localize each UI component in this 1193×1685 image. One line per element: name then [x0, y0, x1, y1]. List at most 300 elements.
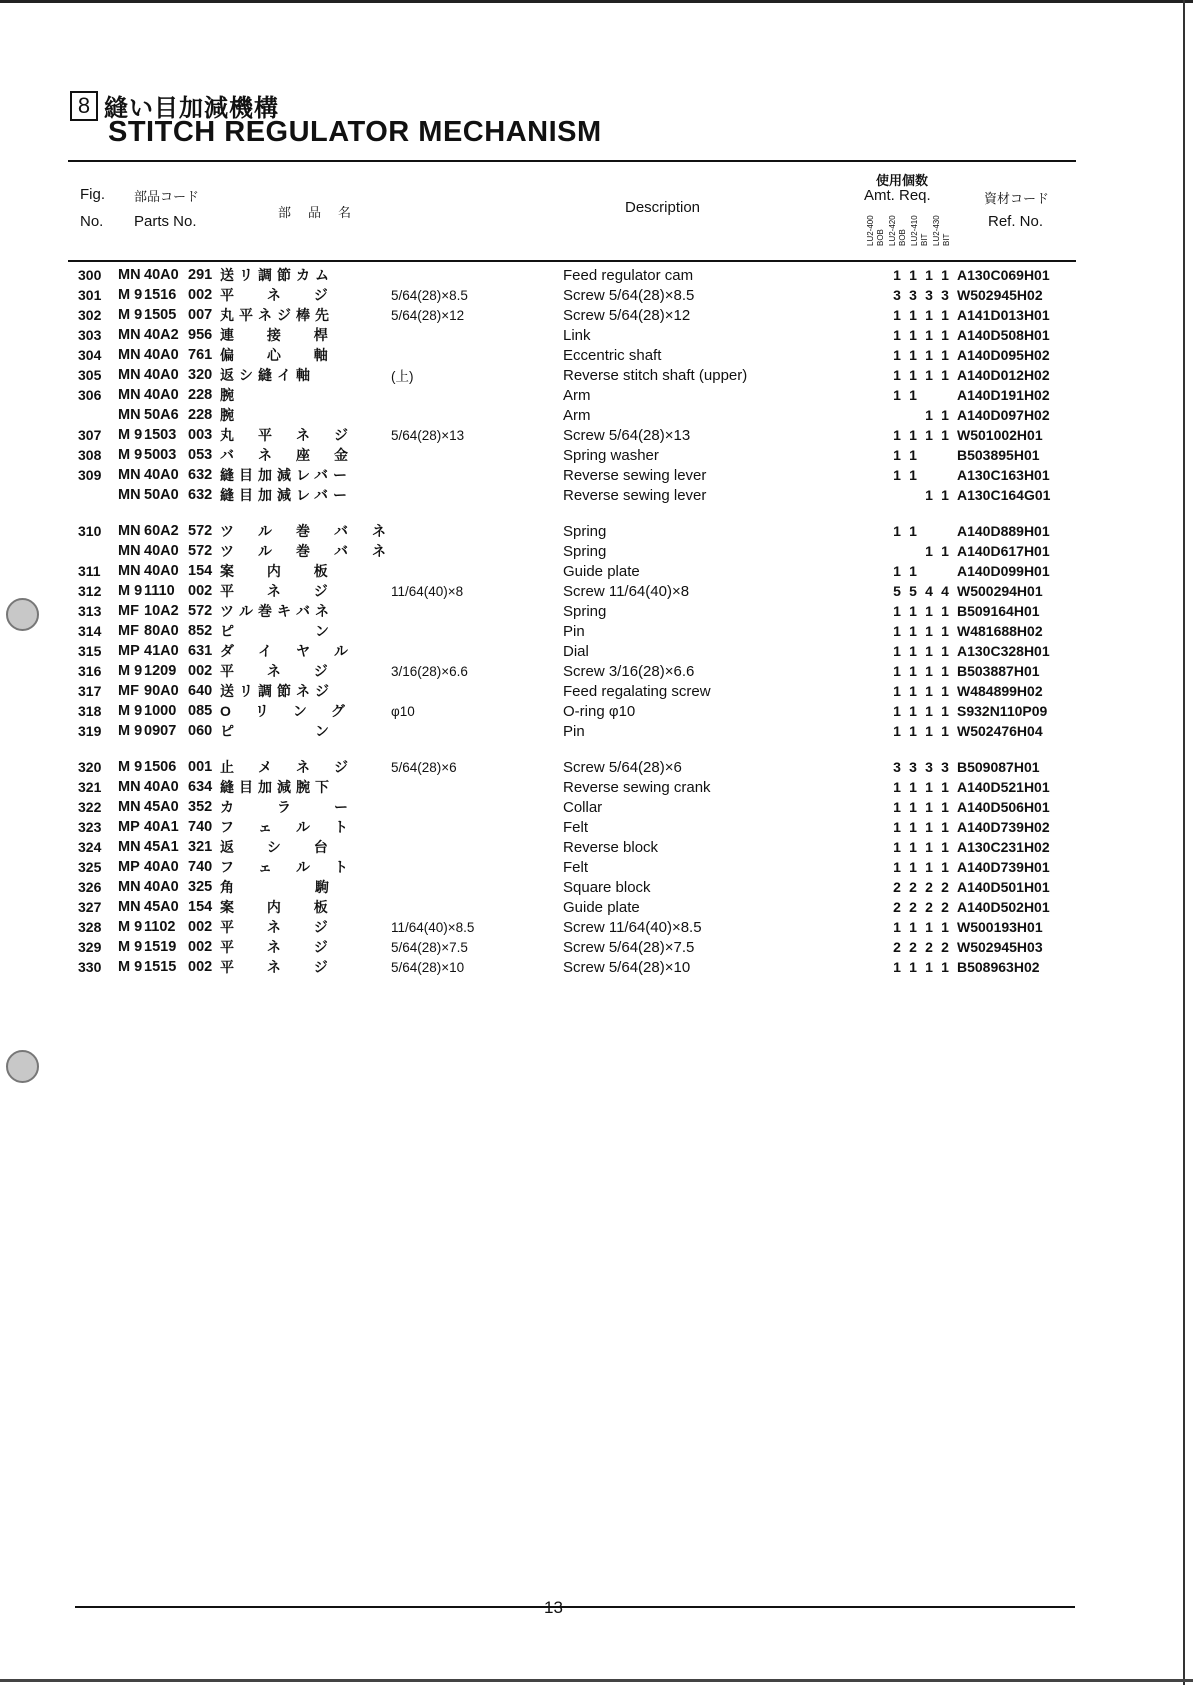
amount-value: 2 — [909, 939, 917, 955]
binder-hole-icon — [6, 598, 39, 631]
header-bottom-rule — [68, 260, 1076, 262]
amount-value: 1 — [909, 779, 917, 795]
part-description: Link — [563, 326, 591, 344]
amount-value: 2 — [925, 939, 933, 955]
amount-value: 1 — [925, 819, 933, 835]
part-spec: 5/64(28)×8.5 — [391, 287, 468, 303]
amount-value: 2 — [893, 879, 901, 895]
part-name-jp: 縫目加減レバー — [220, 487, 353, 503]
amount-label: Amt. Req. — [864, 187, 931, 204]
table-row — [78, 681, 1050, 701]
parts-code-prefix: MN — [118, 563, 141, 579]
ref-code-jp-label: 資材コード — [984, 192, 1050, 207]
amount-value: 1 — [925, 327, 933, 343]
fig-number: 311 — [78, 563, 101, 579]
part-name-jp: フ ェ ル ト — [220, 819, 353, 835]
table-row — [78, 877, 1050, 897]
parts-code-suffix: 740 — [188, 859, 213, 875]
part-spec: 5/64(28)×6 — [391, 759, 457, 775]
part-spec — [391, 561, 563, 581]
parts-code-mid: 40A2 — [144, 327, 179, 343]
table-row — [78, 757, 1050, 777]
amount-value: 1 — [925, 543, 933, 559]
parts-code-suffix: 352 — [188, 799, 213, 815]
amount-value: 2 — [893, 939, 901, 955]
parts-code-mid: 40A0 — [144, 879, 179, 895]
part-description: Reverse block — [563, 838, 659, 856]
parts-code — [118, 285, 220, 305]
amount-value: 2 — [893, 899, 901, 915]
fig-number: 310 — [78, 523, 102, 539]
part-spec — [391, 641, 563, 661]
parts-code — [118, 817, 220, 837]
parts-code-prefix: MN — [118, 899, 141, 915]
parts-code-prefix: M 9 — [118, 919, 143, 935]
parts-code — [118, 937, 220, 957]
amount-required — [889, 285, 957, 305]
parts-code-suffix: 572 — [188, 523, 213, 539]
amount-value: 1 — [893, 859, 901, 875]
fig-number: 306 — [78, 387, 102, 403]
description-label: Description — [625, 199, 701, 216]
parts-code — [118, 325, 220, 345]
header-top-rule — [68, 160, 1076, 162]
part-spec — [391, 325, 563, 345]
part-spec — [391, 385, 563, 405]
part-description: Felt — [563, 818, 589, 836]
amount-required — [889, 797, 957, 817]
amount-required — [889, 425, 957, 445]
fig-number: 325 — [78, 859, 102, 875]
part-spec — [391, 897, 563, 917]
parts-code-prefix: MF — [118, 603, 139, 619]
parts-code — [118, 365, 220, 385]
amount-value: 1 — [925, 407, 933, 423]
parts-code-mid: 40A0 — [144, 387, 179, 403]
parts-code — [118, 877, 220, 897]
amount-value: 1 — [909, 467, 917, 483]
parts-code — [118, 621, 220, 641]
model-label: LU2-400 BOB — [866, 215, 885, 246]
amount-value: 1 — [941, 819, 949, 835]
parts-code — [118, 385, 220, 405]
parts-code — [118, 601, 220, 621]
amount-required — [889, 777, 957, 797]
parts-code-suffix: 761 — [188, 347, 213, 363]
amount-value: 1 — [925, 663, 933, 679]
parts-code — [118, 485, 220, 505]
amount-required — [889, 365, 957, 385]
parts-code — [118, 897, 220, 917]
parts-code-suffix: 228 — [188, 407, 213, 423]
part-name-jp: 角 駒 — [220, 879, 334, 895]
part-spec — [391, 777, 563, 797]
amount-value: 3 — [941, 287, 949, 303]
ref-number: A140D095H02 — [957, 347, 1050, 363]
parts-code-prefix: M 9 — [118, 723, 143, 739]
amount-value: 1 — [893, 427, 901, 443]
fig-number: 309 — [78, 467, 102, 483]
parts-code — [118, 305, 220, 325]
ref-number: B509164H01 — [957, 603, 1040, 619]
parts-code-suffix: 002 — [188, 919, 213, 935]
right-border — [1183, 0, 1185, 1685]
parts-code-suffix: 291 — [188, 267, 213, 283]
amount-value: 3 — [925, 287, 933, 303]
amount-value: 3 — [893, 287, 901, 303]
part-name-jp: 丸 平 ネ ジ — [220, 427, 353, 443]
part-spec — [391, 837, 563, 857]
parts-code-mid: 40A0 — [144, 347, 179, 363]
part-name-jp: 平 ネ ジ — [220, 959, 333, 975]
part-name-jp: 平 ネ ジ — [220, 583, 333, 599]
part-spec — [391, 465, 563, 485]
amount-required — [889, 957, 957, 977]
parts-code-mid: 40A0 — [144, 267, 179, 283]
amount-value: 1 — [941, 307, 949, 323]
parts-code-mid: 40A0 — [144, 367, 179, 383]
part-description: Spring washer — [563, 446, 659, 464]
ref-number: A141D013H01 — [957, 307, 1050, 323]
part-description: Guide plate — [563, 898, 640, 916]
table-row — [78, 405, 1050, 425]
fig-number: 300 — [78, 267, 102, 283]
part-spec: 3/16(28)×6.6 — [391, 663, 468, 679]
parts-code-prefix: MN — [118, 367, 141, 383]
amount-value: 1 — [893, 643, 901, 659]
parts-code — [118, 521, 220, 541]
amount-value: 1 — [909, 799, 917, 815]
ref-number: A140D191H02 — [957, 387, 1050, 403]
parts-code-suffix: 321 — [188, 839, 213, 855]
parts-code-suffix: 640 — [188, 683, 213, 699]
part-name-jp: バ ネ 座 金 — [220, 447, 353, 463]
table-row — [78, 285, 1050, 305]
parts-code-suffix: 634 — [188, 779, 213, 795]
table-row — [78, 957, 1050, 977]
parts-code-mid: 40A0 — [144, 859, 179, 875]
fig-number: 326 — [78, 879, 102, 895]
part-description: Eccentric shaft — [563, 346, 662, 364]
ref-number: A140D506H01 — [957, 799, 1050, 815]
amount-value: 2 — [909, 899, 917, 915]
part-description: Reverse sewing lever — [563, 486, 707, 504]
part-description: Screw 5/64(28)×7.5 — [563, 938, 695, 956]
amount-value: 1 — [893, 523, 901, 539]
row-gap — [78, 505, 1050, 521]
fig-number: 308 — [78, 447, 102, 463]
fig-number: 329 — [78, 939, 102, 955]
amount-value: 1 — [941, 663, 949, 679]
amount-value: 1 — [893, 959, 901, 975]
top-border — [0, 0, 1193, 3]
fig-number: 327 — [78, 899, 102, 915]
amount-value: 2 — [925, 879, 933, 895]
bottom-border — [0, 1679, 1193, 1682]
parts-code-mid: 50A6 — [144, 407, 179, 423]
amount-value: 1 — [893, 919, 901, 935]
part-description: Spring — [563, 602, 607, 620]
part-spec: 5/64(28)×13 — [391, 427, 465, 443]
amount-required — [889, 661, 957, 681]
parts-code-mid: 45A0 — [144, 899, 179, 915]
row-gap-cell — [78, 505, 1050, 521]
amount-value: 1 — [941, 623, 949, 639]
parts-code — [118, 541, 220, 561]
amount-value: 1 — [893, 819, 901, 835]
part-description: Feed regulator cam — [563, 266, 694, 284]
parts-table-body — [78, 265, 1050, 977]
amount-value: 1 — [909, 683, 917, 699]
model-label: LU2-430 BIT — [932, 215, 951, 246]
ref-number: B503887H01 — [957, 663, 1040, 679]
parts-code-suffix: 154 — [188, 899, 213, 915]
amount-required — [889, 701, 957, 721]
parts-code-prefix: M 9 — [118, 663, 143, 679]
amount-value: 1 — [909, 563, 917, 579]
page-number — [544, 1598, 563, 1618]
fig-number: 322 — [78, 799, 102, 815]
fig-number: 328 — [78, 919, 102, 935]
part-spec: 11/64(40)×8 — [391, 583, 464, 599]
part-name-jp: 返 シ 台 — [220, 839, 333, 855]
parts-code-suffix: 003 — [188, 427, 213, 443]
part-description: Spring — [563, 542, 607, 560]
part-description: Screw 5/64(28)×13 — [563, 426, 691, 444]
part-name-jp: 腕 — [220, 407, 239, 423]
part-spec — [391, 345, 563, 365]
amount-value: 3 — [941, 759, 949, 775]
part-name-jp: ピ ン — [220, 723, 334, 739]
amount-value: 1 — [893, 267, 901, 283]
parts-code — [118, 445, 220, 465]
amount-value: 1 — [893, 367, 901, 383]
amount-value: 1 — [941, 723, 949, 739]
part-description: Screw 11/64(40)×8 — [563, 582, 690, 600]
amount-value: 1 — [909, 347, 917, 363]
amount-required — [889, 681, 957, 701]
parts-code — [118, 561, 220, 581]
fig-number: 321 — [78, 779, 102, 795]
amount-value: 1 — [925, 367, 933, 383]
row-gap — [78, 741, 1050, 757]
amount-value: 1 — [909, 643, 917, 659]
ref-number: A130C163H01 — [957, 467, 1050, 483]
part-spec — [391, 601, 563, 621]
part-name-jp: 縫目加減腕下 — [220, 779, 334, 795]
amount-value: 1 — [925, 427, 933, 443]
parts-code — [118, 465, 220, 485]
amount-value: 1 — [941, 643, 949, 659]
amount-value: 1 — [909, 447, 917, 463]
amount-required — [889, 877, 957, 897]
fig-number: 305 — [78, 367, 102, 383]
part-name-jp: 返シ縫イ軸 — [220, 367, 315, 383]
table-row — [78, 937, 1050, 957]
amount-required — [889, 817, 957, 837]
parts-code-prefix: MF — [118, 623, 139, 639]
fig-number: 307 — [78, 427, 102, 443]
fig-number: 330 — [78, 959, 102, 975]
amount-required — [889, 937, 957, 957]
amount-value: 1 — [893, 467, 901, 483]
parts-code-prefix: MN — [118, 839, 141, 855]
parts-code-suffix: 002 — [188, 959, 213, 975]
parts-code-suffix: 002 — [188, 939, 213, 955]
parts-code-prefix: MN — [118, 487, 141, 503]
amount-value: 1 — [941, 543, 949, 559]
part-spec — [391, 541, 563, 561]
amount-value: 4 — [925, 583, 933, 599]
parts-code-prefix: MF — [118, 683, 139, 699]
part-description: Collar — [563, 798, 603, 816]
part-name-jp: 止 メ ネ ジ — [220, 759, 353, 775]
amount-value: 1 — [925, 779, 933, 795]
amount-value: 1 — [941, 959, 949, 975]
amount-value: 1 — [925, 683, 933, 699]
row-gap-cell — [78, 741, 1050, 757]
ref-number: W502945H02 — [957, 287, 1043, 303]
parts-code-suffix: 572 — [188, 543, 213, 559]
fig-number: 316 — [78, 663, 102, 679]
parts-code-suffix: 320 — [188, 367, 213, 383]
amount-value: 1 — [909, 603, 917, 619]
amount-value: 1 — [893, 839, 901, 855]
amount-value: 3 — [925, 759, 933, 775]
parts-code-mid: 45A0 — [144, 799, 179, 815]
fig-number: 324 — [78, 839, 102, 855]
parts-code-mid: 1519 — [144, 939, 177, 955]
parts-code-prefix: MP — [118, 643, 140, 659]
amount-required — [889, 521, 957, 541]
parts-code — [118, 681, 220, 701]
amount-value: 5 — [909, 583, 917, 599]
footer-rule — [75, 1606, 1075, 1608]
ref-number: A140D508H01 — [957, 327, 1050, 343]
amount-value: 1 — [925, 487, 933, 503]
parts-code — [118, 265, 220, 285]
parts-code-suffix: 956 — [188, 327, 213, 343]
part-description: O-ring φ10 — [563, 702, 636, 720]
part-name-jp: 腕 — [220, 387, 239, 403]
part-name-jp: ツ ル 巻 バ ネ — [220, 543, 391, 559]
ref-number: W501002H01 — [957, 427, 1043, 443]
amount-value: 1 — [941, 703, 949, 719]
parts-code-mid: 0907 — [144, 723, 177, 739]
parts-code-prefix: M 9 — [118, 939, 143, 955]
amount-value: 1 — [893, 563, 901, 579]
amount-value: 1 — [909, 623, 917, 639]
ref-number: W502476H04 — [957, 723, 1043, 739]
parts-code-prefix: M 9 — [118, 427, 143, 443]
part-spec — [391, 621, 563, 641]
amount-required — [889, 641, 957, 661]
ref-number: A130C328H01 — [957, 643, 1050, 659]
parts-code-prefix: MN — [118, 799, 141, 815]
table-row — [78, 485, 1050, 505]
amount-value: 1 — [925, 959, 933, 975]
amount-value: 1 — [925, 623, 933, 639]
part-spec — [391, 721, 563, 741]
part-name-jp: 平 ネ ジ — [220, 287, 333, 303]
ref-number: A140D502H01 — [957, 899, 1050, 915]
amount-value: 1 — [909, 427, 917, 443]
amount-value: 1 — [941, 347, 949, 363]
part-description: Spring — [563, 522, 607, 540]
parts-code-mid: 60A2 — [144, 523, 179, 539]
amount-value: 1 — [893, 387, 901, 403]
part-description: Reverse sewing crank — [563, 778, 711, 796]
amount-value: 2 — [909, 879, 917, 895]
part-name-jp: 案 内 板 — [220, 899, 333, 915]
part-name-jp: 連 接 桿 — [220, 327, 333, 343]
table-row — [78, 345, 1050, 365]
amount-value: 2 — [941, 939, 949, 955]
table-row — [78, 601, 1050, 621]
parts-code — [118, 797, 220, 817]
parts-code — [118, 837, 220, 857]
part-name-jp: 平 ネ ジ — [220, 663, 333, 679]
fig-number: 323 — [78, 819, 102, 835]
fig-number: 320 — [78, 759, 102, 775]
amount-value: 1 — [941, 407, 949, 423]
parts-code-mid: 45A1 — [144, 839, 179, 855]
part-spec: φ10 — [391, 703, 415, 719]
ref-number: S932N110P09 — [957, 703, 1048, 719]
amount-jp-label: 使用個数 — [876, 174, 929, 189]
parts-code — [118, 757, 220, 777]
amount-required — [889, 721, 957, 741]
amount-value: 1 — [941, 779, 949, 795]
amount-value: 1 — [893, 327, 901, 343]
amount-value: 1 — [925, 703, 933, 719]
part-spec — [391, 797, 563, 817]
parts-code-suffix: 852 — [188, 623, 213, 639]
amount-required — [889, 581, 957, 601]
table-row — [78, 385, 1050, 405]
amount-value: 1 — [893, 447, 901, 463]
amount-value: 1 — [941, 367, 949, 383]
table-row — [78, 521, 1050, 541]
amount-required — [889, 345, 957, 365]
part-name-jp: カ ラ ー — [220, 799, 353, 815]
parts-code-prefix: M 9 — [118, 583, 143, 599]
parts-code-suffix: 085 — [188, 703, 213, 719]
amount-value: 2 — [941, 879, 949, 895]
amount-value: 1 — [909, 723, 917, 739]
table-row — [78, 661, 1050, 681]
parts-code-suffix: 001 — [188, 759, 213, 775]
part-name-jp: ツ ル 巻 バ ネ — [220, 523, 391, 539]
ref-number: W502945H03 — [957, 939, 1043, 955]
amount-value: 1 — [909, 387, 917, 403]
parts-code — [118, 857, 220, 877]
parts-code-suffix: 631 — [188, 643, 213, 659]
amount-value: 1 — [941, 267, 949, 283]
fig-number — [78, 541, 118, 561]
parts-code-mid: 5003 — [144, 447, 177, 463]
parts-code-suffix: 154 — [188, 563, 213, 579]
amount-value: 1 — [893, 799, 901, 815]
amount-required — [889, 265, 957, 285]
amount-value: 2 — [941, 899, 949, 915]
amount-value: 1 — [925, 307, 933, 323]
parts-code-prefix: MN — [118, 523, 141, 539]
amount-value: 1 — [893, 723, 901, 739]
parts-code-mid: 90A0 — [144, 683, 179, 699]
part-spec — [391, 857, 563, 877]
amount-value: 1 — [925, 603, 933, 619]
